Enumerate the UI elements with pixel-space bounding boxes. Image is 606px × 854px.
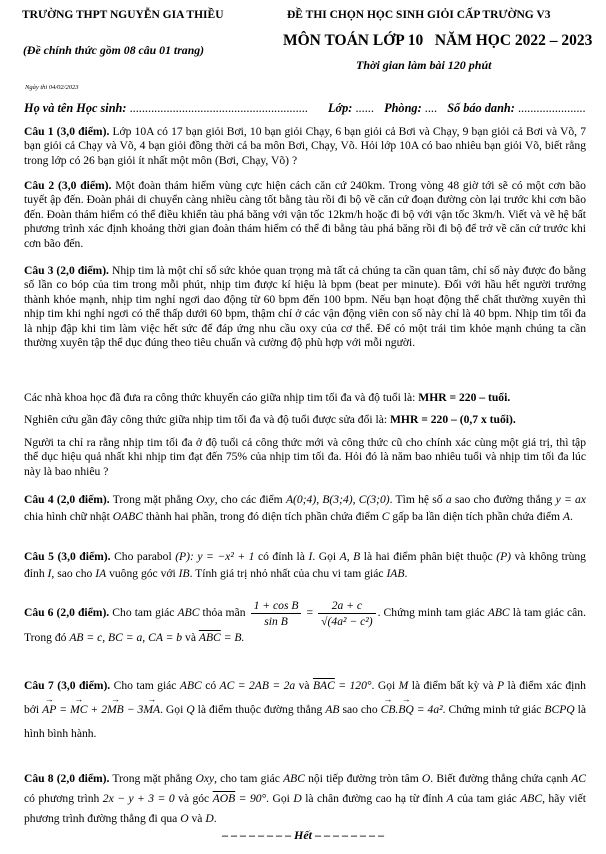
- q7-vec-ma: → MA: [143, 698, 160, 722]
- q5-text: , sao cho: [51, 567, 93, 580]
- class-label: Lớp:: [328, 101, 353, 115]
- q3-formula-2: MHR = 220 – (0,7 x tuổi).: [389, 413, 516, 426]
- q7-text: là điểm thuộc đường thẳng: [197, 703, 323, 716]
- q6-text: Cho tam giác: [112, 606, 175, 620]
- q6-text: là tam giác cân. Trong đó: [24, 606, 587, 644]
- q7-vec-ap: → AP: [42, 698, 56, 722]
- duration: Thời gian làm bài 120 phút: [356, 58, 492, 72]
- q4-oxy: Oxy: [196, 493, 215, 506]
- q1-text: Lớp 10A có 17 bạn giỏi Bơi, 10 bạn giỏi Chạy, 6 bạn giỏi cả Bơi và Chạy, 9 bạn giỏi cả Bơi và Võ, 7 bạn giỏi cả Chạy và Võ, 4 bạn giỏi đồng thời cả ba môn Bơi, Chạy, Võ. Hỏi lớp 10A có bao nhiêu bạn giỏi Võ, biết rằng trong lớp có 26 bạn giỏi ít nhất một môn (Bơi, Chạy, Võ) ?: [24, 125, 586, 167]
- q7-label: Câu 7 (3,0 điểm).: [24, 679, 111, 692]
- q5-text: là hai điểm phân biệt thuộc: [363, 550, 493, 563]
- q8-eqn: 2x − y + 3 = 0: [102, 792, 175, 805]
- q7-text: . Gọi: [160, 703, 184, 716]
- q7-angle-val: = 120°: [338, 679, 372, 692]
- q8-abc: ABC: [520, 792, 543, 805]
- q5-ia: IA: [95, 567, 107, 580]
- name-field[interactable]: ..........................................................: [129, 101, 308, 115]
- q7-bcpq: BCPQ: [544, 703, 575, 716]
- q4-c: C: [381, 510, 390, 523]
- q3-p3: Nghiên cứu gần đây công thức giữa nhịp tim tối đa và độ tuổi được sửa đổi là:: [24, 413, 388, 426]
- q7-cond: AC = 2AB = 2a: [219, 679, 296, 692]
- q7-vec-minus: − 3: [126, 703, 144, 716]
- q4-text: thành hai phần, trong đó diện tích phần chứa điểm: [145, 510, 379, 523]
- q8-o: O: [421, 772, 431, 785]
- q6-num2: 2a + c: [318, 598, 375, 614]
- question-5: [24, 548, 586, 582]
- q2-text: Một đoàn thám hiểm vùng cực hiện cách căn cứ 240km. Trong vòng 48 giờ tới sẽ có một cơn bão tuyết ập đến. Đoàn phải di chuyển càng nhiều càng tốt bằng tàu rồi đi bộ về căn cứ đoạn đường còn lại trước khi cơn bão đến. Đoàn thám hiểm có thể điều khiển tàu phá băng với vận tốc 12km/h hoặc đi bộ với vận tốc 3km/h. Viết và vẽ hệ bất phương trình xác định khoảng thời gian đoàn thám hiểm có thể đi bằng tàu phá băng rồi đi bộ để trở về căn cứ trước khi cơn bão đến.: [24, 179, 586, 250]
- q3-formula-2-line: [24, 413, 586, 427]
- question-6: [24, 598, 586, 647]
- q8-text: có phương trình: [24, 792, 100, 805]
- q3-label: Câu 3 (2,0 điểm).: [24, 264, 109, 277]
- q5-i: I: [308, 550, 313, 563]
- footer-dashes: – – – – – – – –: [315, 828, 384, 842]
- q6-defs: AB = c, BC = a, CA = b: [69, 631, 183, 644]
- footer-end: [0, 828, 606, 843]
- q6-fraction-1: [251, 598, 302, 629]
- q6-label: Câu 6 (2,0 điểm).: [24, 606, 110, 620]
- q5-text: . Gọi: [312, 550, 337, 563]
- q3-formula-1: MHR = 220 – tuổi.: [418, 391, 511, 404]
- q6-angle-eq: = B.: [223, 631, 245, 644]
- q7-angle: $\overline{BAC}$: [312, 679, 335, 692]
- q8-text: , cho tam giác: [214, 772, 280, 785]
- q6-text: . Chứng minh tam giác: [377, 606, 485, 620]
- question-3: [24, 264, 586, 350]
- q8-text: . Biết đường thẳng chứa cạnh: [430, 772, 569, 785]
- q4-points: A(0;4), B(3;4), C(3;0): [285, 493, 390, 506]
- q6-text: thỏa mãn: [202, 606, 246, 620]
- class-field[interactable]: ......: [355, 101, 374, 115]
- q8-text: là chân đường cao hạ từ đỉnh: [305, 792, 444, 805]
- q4-text: Trong mặt phẳng: [112, 493, 193, 506]
- q5-text: . Tính giá trị nhỏ nhất của chu vi tam giác: [189, 567, 384, 580]
- q3-p2: Các nhà khoa học đã đưa ra công thức khuyến cáo giữa nhịp tim tối đa và độ tuổi là:: [24, 391, 416, 404]
- official-note: (Đề chính thức gồm 08 câu 01 trang): [23, 43, 205, 57]
- q5-text: và không trùng đỉnh: [24, 550, 586, 580]
- q7-q: Q: [186, 703, 195, 716]
- q7-text: . Gọi: [371, 679, 396, 692]
- subject: MÔN TOÁN LỚP 10: [283, 32, 424, 49]
- q4-text: , cho các điểm: [214, 493, 283, 506]
- q8-text: Trong mặt phẳng: [112, 772, 193, 785]
- q8-d: D: [293, 792, 302, 805]
- q5-label: Câu 5 (3,0 điểm).: [24, 550, 111, 563]
- q6-abc: ABC: [177, 606, 200, 620]
- q1-label: Câu 1 (3,0 điểm).: [24, 125, 110, 138]
- q4-text: . Tìm hệ số: [389, 493, 443, 506]
- q3-question: [24, 436, 586, 479]
- q6-fraction-2: [318, 598, 375, 629]
- q8-ac: AC: [571, 772, 587, 785]
- q7-ab: AB: [325, 703, 340, 716]
- q6-den1: sin B: [264, 615, 288, 628]
- q5-text: vuông góc với: [109, 567, 176, 580]
- q7-vec-bq: → BQ: [398, 698, 413, 722]
- q6-text: và: [185, 631, 196, 644]
- footer-end-label: Hết: [294, 828, 312, 842]
- q8-angle-val: = 90°: [238, 792, 267, 805]
- question-7: [24, 674, 586, 746]
- q7-text: Cho tam giác: [113, 679, 177, 692]
- q8-text: và: [191, 812, 203, 825]
- q7-vec-plus: + 2: [90, 703, 108, 716]
- q7-vec-eq: =: [59, 703, 68, 716]
- q8-text: của tam giác: [457, 792, 517, 805]
- question-1: [24, 125, 586, 168]
- question-4: [24, 491, 586, 525]
- student-info-line: [24, 101, 586, 116]
- q8-text: , hãy viết phương trình đường thẳng đi qua: [24, 792, 587, 825]
- q7-text: là hình bình hành.: [24, 703, 587, 740]
- q8-angle: $\overline{AOB}$: [212, 792, 236, 805]
- q8-text: . Gọi: [266, 792, 290, 805]
- q4-text: .: [569, 510, 573, 523]
- q7-text: là điểm bất kỳ và: [411, 679, 494, 692]
- school-name: TRƯỜNG THPT NGUYỄN GIA THIỀU: [22, 9, 224, 21]
- q4-text: sao cho đường thẳng: [454, 493, 553, 506]
- school-year: NĂM HỌC 2022 – 2023: [434, 32, 593, 49]
- name-label: Họ và tên Học sinh:: [24, 101, 127, 115]
- q5-text: có đỉnh là: [257, 550, 305, 563]
- q8-text: .: [213, 812, 217, 825]
- q6-angle: $\overline{ABC}$: [198, 631, 221, 644]
- subject-title: [283, 32, 592, 50]
- q7-vec-dot: .: [395, 703, 399, 716]
- question-2: [24, 179, 586, 251]
- footer-dashes: – – – – – – – –: [222, 828, 291, 842]
- q8-text: nội tiếp đường tròn tâm: [308, 772, 419, 785]
- q5-ab: A, B: [339, 550, 361, 563]
- q7-m: M: [398, 679, 409, 692]
- q4-aa: A: [562, 510, 570, 523]
- q8-text: và góc: [178, 792, 210, 805]
- sbd-field[interactable]: ......................: [517, 101, 586, 115]
- q8-oxy: Oxy: [195, 772, 215, 785]
- exam-title: ĐỀ THI CHỌN HỌC SINH GIỎI CẤP TRƯỜNG V3: [287, 9, 551, 21]
- q7-vec-mb: → MB: [107, 698, 124, 722]
- q3-text: Nhịp tim là một chỉ số sức khỏe quan trọng mà tất cả chúng ta cần quan tâm, chỉ số này được đo bằng số lần co bóp của tim trong mỗi phút, nhịp tim được kí hiệu là bpm (beat per minute). Đối với hầu hết người trưởng thành khỏe mạnh, nhịp tim nghỉ ngơi dao động từ 60 bpm đến 100 bpm. Nếu bạn hoạt động thể chất thường xuyên thì nhịp tim khi nghỉ ngơi có thể thấp dưới 60 bpm, thậm chí ở các vận động viên con số này chỉ là 40 bpm. Nhịp tim tối đa là nhịp đập khi tim làm việc hết sức để đáp ứng nhu cầu oxy của cơ thể. Để có một trái tim khỏe mạnh chúng ta cần thường xuyên tập thể dục đúng theo tiêu chuẩn và cường độ phù hợp với mỗi người.: [24, 264, 587, 350]
- q4-rect: OABC: [112, 510, 143, 523]
- q5-i: I: [47, 567, 52, 580]
- q3-formula-1-line: [24, 391, 586, 405]
- q7-vec-val: = 4a²: [416, 703, 443, 716]
- q5-iab: IAB: [386, 567, 405, 580]
- q3-p4: Người ta chỉ ra rằng nhịp tim tối đa ở độ tuổi cả công thức mới và công thức cũ cho chính xác cùng một giá trị, thì tập thể dục hiệu quả nhất khi nhịp tim đạt đến 75% của nhịp tim tối đa. Hỏi đó là năm bao nhiêu tuổi và nhịp tim tối đa lúc này là bao nhiêu ?: [24, 436, 586, 478]
- q7-text: và: [298, 679, 310, 692]
- q7-vec-cb: → CB: [381, 698, 396, 722]
- q4-text: gấp ba lần diện tích phần chứa điểm: [392, 510, 560, 523]
- q5-text: .: [404, 567, 408, 580]
- room-field[interactable]: ....: [424, 101, 438, 115]
- q8-label: Câu 8 (2,0 điểm).: [24, 772, 110, 785]
- q8-abc: ABC: [283, 772, 305, 785]
- q7-p: P: [497, 679, 505, 692]
- room-label: Phòng:: [384, 101, 422, 115]
- q5-p: (P): [496, 550, 512, 563]
- q4-line: y = ax: [555, 493, 586, 506]
- q8-a: A: [446, 792, 454, 805]
- exam-date: Ngày thi 04/02/2023: [25, 84, 79, 91]
- q7-abc: ABC: [179, 679, 202, 692]
- q8-o: O: [180, 812, 189, 825]
- q5-parabola: (P): y = −x² + 1: [175, 550, 255, 563]
- q8-d: D: [205, 812, 214, 825]
- q6-num1: 1 + cos B: [251, 598, 302, 614]
- q7-text: . Chứng minh tứ giác: [442, 703, 542, 716]
- q5-text: Cho parabol: [114, 550, 172, 563]
- q4-text: chia hình chữ nhật: [24, 510, 110, 523]
- q4-a: a: [445, 493, 452, 506]
- q7-text: là điểm xác định bởi: [24, 679, 586, 716]
- q6-eq: =: [306, 606, 314, 620]
- q5-ib: IB: [178, 567, 190, 580]
- q7-text: có: [205, 679, 217, 692]
- q4-label: Câu 4 (2,0 điểm).: [24, 493, 110, 506]
- q6-abc: ABC: [487, 606, 510, 620]
- q7-text: sao cho: [342, 703, 378, 716]
- question-8: [24, 769, 586, 829]
- q6-den2: √(4a² − c²): [321, 615, 373, 628]
- q7-vec-mc: → MC: [70, 698, 87, 722]
- sbd-label: Số báo danh:: [447, 101, 515, 115]
- q2-label: Câu 2 (3,0 điểm).: [24, 179, 112, 192]
